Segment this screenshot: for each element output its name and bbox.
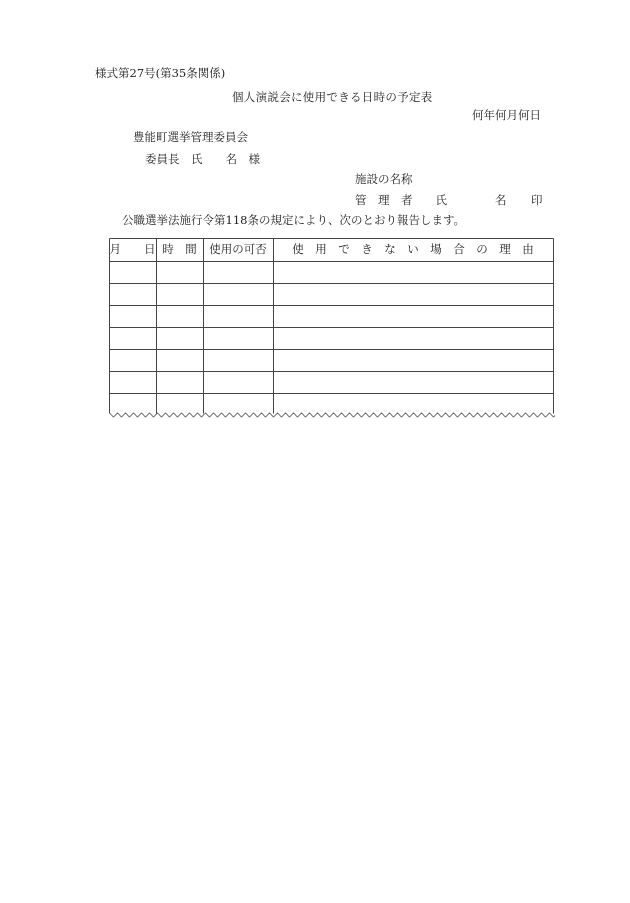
header-date: 月 日 bbox=[109, 242, 156, 256]
form-number: 様式第27号(第35条関係) bbox=[95, 66, 226, 80]
document-date: 何年何月何日 bbox=[472, 108, 541, 122]
document-title: 個人演説会に使用できる日時の予定表 bbox=[232, 90, 433, 104]
statement: 公職選挙法施行令第118条の規定により、次のとおり報告します。 bbox=[122, 213, 466, 227]
addressee-organization: 豊能町選挙管理委員会 bbox=[133, 130, 248, 144]
table-continuation-wave bbox=[110, 413, 556, 417]
header-time: 時 間 bbox=[162, 242, 197, 256]
seal-label: 印 bbox=[531, 193, 543, 207]
table-grid bbox=[109, 238, 555, 423]
header-availability: 使用の可否 bbox=[209, 242, 267, 256]
facility-name-label: 施設の名称 bbox=[355, 172, 413, 186]
manager-label: 管 理 者 氏 bbox=[355, 193, 447, 207]
manager-name-label: 名 bbox=[495, 193, 507, 207]
addressee-chair: 委員長 氏 名 様 bbox=[145, 152, 260, 166]
header-reason: 使 用 で き な い 場 合 の 理 由 bbox=[292, 242, 534, 256]
